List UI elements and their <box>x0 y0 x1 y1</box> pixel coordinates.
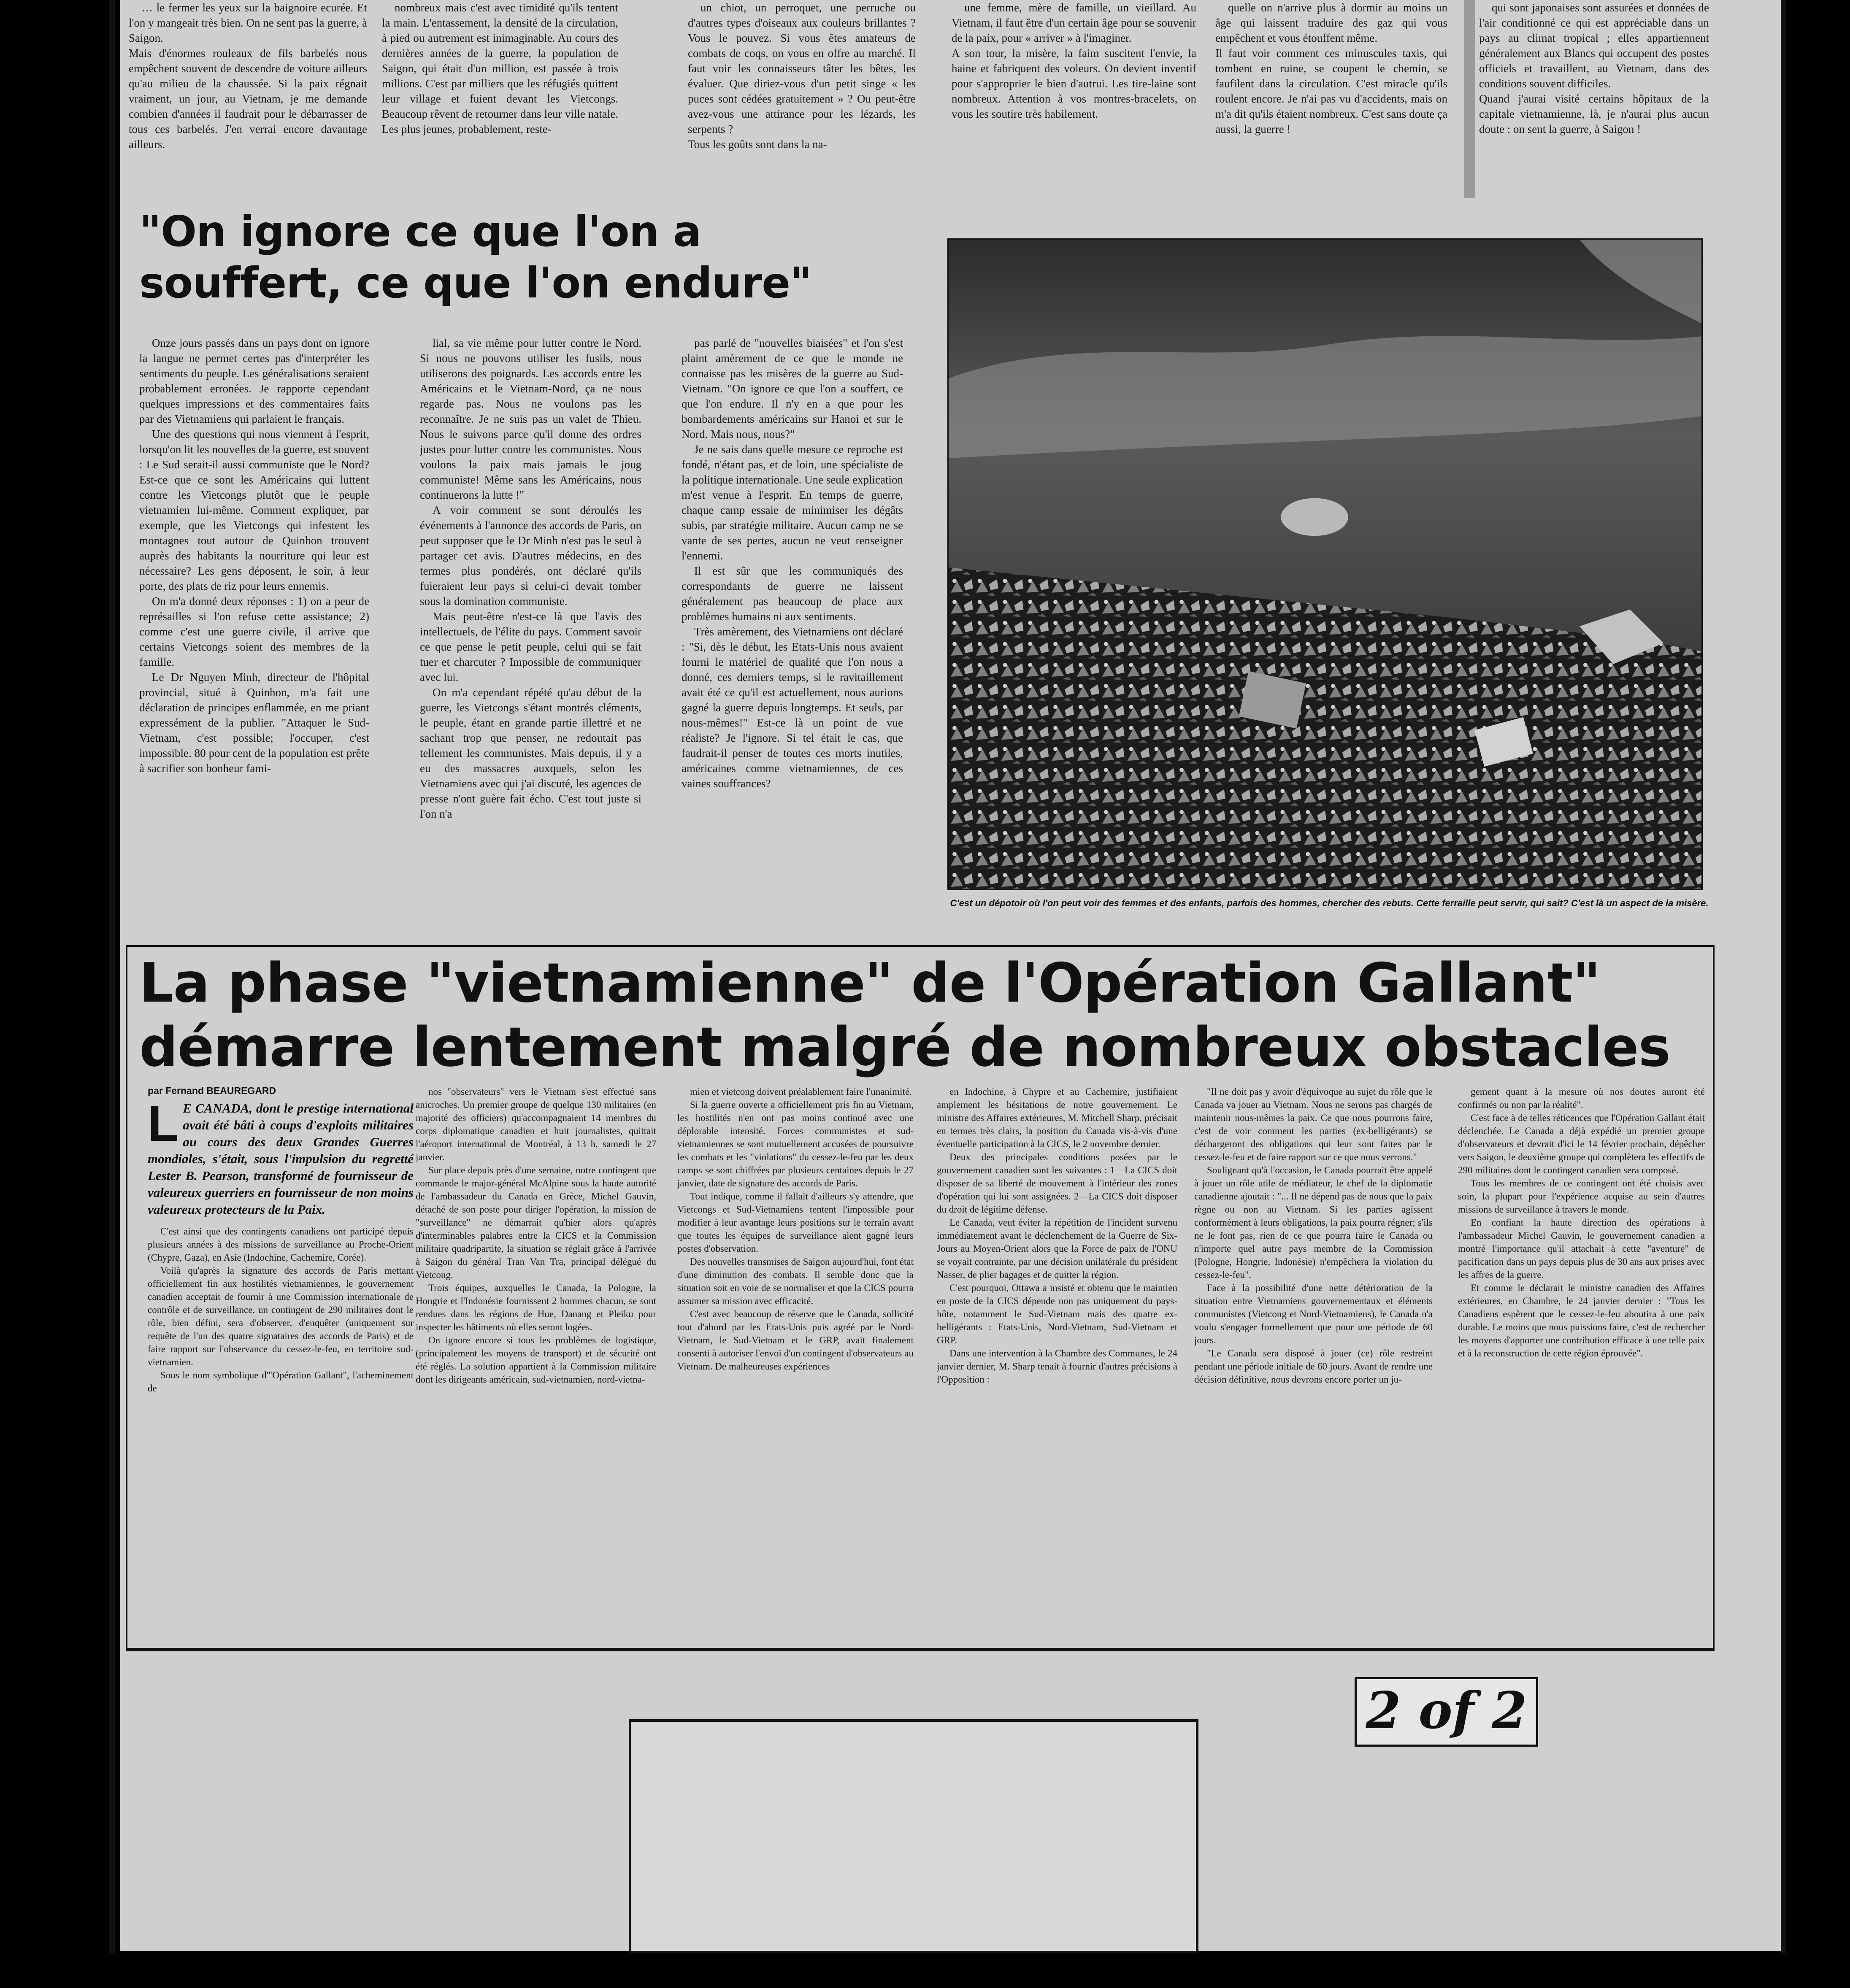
article1-column-3 <box>682 335 903 926</box>
article1-headline: "On ignore ce que l'on a souffert, ce que l'on endure" <box>139 207 812 308</box>
top-fragment-text: un chiot, un perroquet, une perruche ou d'autres types d'oiseaux aux couleurs brillantes ? Vous le pouvez. Si vous êtes amateurs de combats de coqs, on vous en offre au marché. Il faut voir les connaisseurs tâter les bêtes, les évaluer. Que diriez-vous d'un petit singe « les puces sont cédées gratuitement » ? Ou peut-être avez-vous une attirance pour les lézards, les serpents ? Tous les goûts sont dans la na- <box>688 1 916 151</box>
article2-paragraph: Tous les membres de ce contingent ont été choisis avec soin, la plupart pour l'expérience acquise au sein d'autres missions de surveillance à travers le monde. <box>1458 1178 1705 1215</box>
top-fragment-col-3 <box>688 0 916 198</box>
article2-paragraph: Trois équipes, auxquelles le Canada, la Pologne, la Hongrie et l'Indonésie fournissent 2 hommes chacun, se sont rendues dans les régions de Hue, Danang et Pleiku pour inspecter les bâtiments où elles seront logées. <box>416 1283 656 1332</box>
top-fragment-col-2 <box>382 0 618 186</box>
article2-paragraph: Deux des principales conditions posées par le gouvernement canadien sont les suivantes : 1—La CICS doit disposer de sa liberté de mouvement à l'intérieur des zones d'opération qui lui sont assignées. 2—La CICS doit disposer du droit de légitime défense. <box>937 1152 1177 1215</box>
article1-paragraph: Je ne sais dans quelle mesure ce reproche est fondé, n'étant pas, et de loin, une spécialiste de la politique internationale. Une seule explication m'est venue à l'esprit. En temps de guerre, chaque camp essaie de minimiser les dégâts subis, par stratégie militaire. Aucun camp ne se vante de ses pertes, aucun ne veut renseigner l'ennemi. <box>682 443 903 562</box>
lead-dropcap: L <box>148 1095 179 1152</box>
top-fragment-col-5 <box>1215 0 1447 190</box>
article2-column-5 <box>1194 1085 1433 1650</box>
article2-paragraph: "Le Canada sera disposé à jouer (ce) rôle restreint pendant une période initiale de 60 jours. Avant de rendre une décision définitive, nous devrons encore porter un ju- <box>1194 1348 1433 1385</box>
article2-paragraph: En confiant la haute direction des opérations à l'ambassadeur Michel Gauvin, le gouvernement canadien a montré l'importance qu'il attachait à cette "aventure" de pacification dans un pays depuis plus de 30 ans aux prises avec les affres de la guerre. <box>1458 1217 1705 1280</box>
article1-paragraph: lial, sa vie même pour lutter contre le Nord. Si nous ne pouvons utiliser les fusils, nous utiliserons des poignards. Les accords entre les Américains et le Vietnam-Nord, ça ne nous regarde pas. Nous ne voulons pas les reconnaître. Je ne suis pas un valet de Thieu. Nous le suivons parce qu'il donne des ordres justes pour lutter contre les communistes. Nous voulons la paix mais jamais le joug communiste! Même sans les Américains, nous continuerons la lutte !" <box>420 337 641 501</box>
top-fragment-col-4 <box>952 0 1196 190</box>
top-fragment-text: … le fermer les yeux sur la baignoire ecurée. Et l'on y mangeait très bien. On ne sent pas la guerre, à Saigon. Mais d'énormes rouleaux de fils barbelés nous empêchent souvent de descendre de voiture ailleurs qu'au milieu de la chaussée. Si la paix régnait vraiment, un jour, au Vietnam, je me demande combien d'années il faudrait pour le débarrasser de tous ces barbelés. J'en verrai encore davantage ailleurs. <box>129 1 367 151</box>
article1-paragraph: Mais peut-être n'est-ce là que l'avis des intellectuels, de l'élite du pays. Comment savoir ce que pense le petit peuple, celui qui se fait tuer et charcuter ? Impossible de communiquer avec lui. <box>420 610 641 683</box>
article2-headline-line1: La phase "vietnamienne" de l'Opération Gallant" <box>139 952 1601 1015</box>
article1-paragraph: Il est sûr que les communiqués des correspondants de guerre ne laissent généralement pas beaucoup de place aux problèmes humains ni aux sentiments. <box>682 565 903 623</box>
article1-paragraph: Une des questions qui nous viennent à l'esprit, lorsqu'on lit les nouvelles de la guerre, est souvent : Le Sud serait-il aussi communiste que le Nord? Est-ce que ce sont les Américains qui luttent contre les Vietcongs plutôt que le peuple vietnamien lui-même. Comment expliquer, par exemple, que les Vietcongs qui infestent les montagnes tout autour de Quinhon trouvent auprès des habitants la nourriture qui leur est nécessaire? Les gens déposent, le soir, à leur porte, des plats de riz pour leurs ennemis. <box>139 428 369 592</box>
photo-caption: C'est un dépotoir où l'on peut voir des femmes et des enfants, parfois des hommes, chercher des rebuts. Cette ferraille peut servir, qui sait? C'est là un aspect de la misère. <box>950 898 1709 908</box>
article1-paragraph: Onze jours passés dans un pays dont on ignore la langue ne permet certes pas d'interpréter les sentiments du peuple. Les généralisations seraient probablement erronées. Je rapporte cependant quelques impressions et des commentaires faits par des Vietnamiens qui parlaient le français. <box>139 337 369 425</box>
article2-paragraph: Soulignant qu'à l'occasion, le Canada pourrait être appelé à jouer un rôle utile de médiateur, le chef de la diplomatie canadienne ajoutait : "... Il ne dépend pas de nous que la paix règne ou non au Vietnam. Si les parties agissent conformément à leurs obligations, la paix pourra régner; s'ils ne le font pas, rien de ce que pourra faire le Canada ou n'importe quel autre pays membre de la Commission (Pologne, Hongrie, Indonésie) n'empêchera la violation du cessez-le-feu". <box>1194 1165 1433 1280</box>
lead-text: E CANADA, dont le prestige international avait été bâti à coups d'exploits militaires au cours des deux Grandes Guerres mondiales, s'était, sous l'impulsion du regretté Lester B. Pearson, transformé de fournisseur de valeureux guerriers en fournisseur de non moins valeureux protecteurs de la Paix. <box>148 1101 414 1217</box>
scan-streak <box>1464 0 1475 198</box>
article2-paragraph: "Il ne doit pas y avoir d'équivoque au sujet du rôle que le Canada va jouer au Vietnam. Nous ne serons pas chargés de maintenir nous-mêmes la paix. Ce que nous pourrons faire, c'est de voir comment les parties (ex-belligérants) se déchargeront des obligations qui leur sont faites par le cessez-le-feu et de faire rapport sur ce que nous verrons." <box>1194 1086 1433 1162</box>
article2-paragraph: Dans une intervention à la Chambre des Communes, le 24 janvier dernier, M. Sharp tenait à fournir d'autres précisions à l'Opposition : <box>937 1348 1177 1385</box>
article2-paragraph: nos "observateurs" vers le Vietnam s'est effectué sans anicroches. Un premier groupe de quelque 130 militaires (en majorité des officiers) qu'accompagnaient 14 membres du corps diplomatique canadien et huit journalistes, quittait l'aéroport international de Montréal, à 13 h, samedi le 27 janvier. <box>416 1086 656 1162</box>
article2-column-1 <box>148 1085 414 1650</box>
article1-column-2 <box>420 335 641 926</box>
article2-column-4 <box>937 1085 1177 1650</box>
article2-paragraph: Des nouvelles transmises de Saigon aujourd'hui, font état d'une diminution des combats. Il semble donc que la situation soit en voie de se normaliser et que la CICS pourra assumer sa mission avec efficacité. <box>677 1256 914 1306</box>
handwritten-page-note <box>1355 1677 1538 1747</box>
dump-photo-image <box>949 240 1701 889</box>
article2-paragraph: Tout indique, comme il fallait d'ailleurs s'y attendre, que Vietcongs et Sud-Vietnamiens tentent l'impossible pour modifier à leur avantage leurs positions sur le terrain avant que toutes les équipes de surveillance aient gagné leurs postes d'observation. <box>677 1191 914 1254</box>
top-fragment-text: nombreux mais c'est avec timidité qu'ils tentent la main. L'entassement, la densité de la circulation, à pied ou autrement est inimaginable. Au cours des dernières années de la guerre, la population de Saigon, qui était d'un million, est passée à trois millions. C'est par milliers que les réfugiés quittent leur village et fuient devant les Vietcongs. Beaucoup rêvent de retourner dans leur ville natale. Les plus jeunes, probablement, reste- <box>382 1 618 135</box>
article1-column-1 <box>139 335 369 926</box>
article2-paragraph: mien et vietcong doivent préalablement faire l'unanimité. <box>690 1086 912 1097</box>
article2-paragraph: gement quant à la mesure où nos doutes auront été confirmés ou non par la réalité". <box>1458 1086 1705 1110</box>
article2-column-3 <box>677 1085 914 1650</box>
handwritten-note-text: 2 of 2 <box>1366 1681 1527 1740</box>
article2-paragraph: Face à la possibilité d'une nette détérioration de la situation entre Vietnamiens gouvernementaux et éléments communistes (Vietcong et Nord-Vietnamiens), le Canada n'a voulu s'engager formellement que pour une période de 60 jours. <box>1194 1283 1433 1345</box>
article1-paragraph: On m'a donné deux réponses : 1) on a peur de représailles si l'on refuse cette assistance; 2) comme c'est une guerre civile, il arrive que certains Vietcongs soient des membres de la famille. <box>139 595 369 668</box>
article2-paragraph: Le Canada, veut éviter la répétition de l'incident survenu immédiatement avant le déclenchement de la Guerre de Six-Jours au Moyen-Orient alors que la Force de paix de l'ONU se voyait contrainte, par une décision unilatérale du président Nasser, de plier bagages et de quitter la région. <box>937 1217 1177 1280</box>
byline: par Fernand BEAUREGARD <box>148 1085 276 1096</box>
article2-column-2 <box>416 1085 656 1650</box>
article2-paragraph: Et comme le déclarait le ministre canadien des Affaires extérieures, en Chambre, le 24 janvier dernier : "Tous les Canadiens espèrent que le cessez-le-feu aboutira à une paix durable. Le moins que nous puissions faire, c'est de rechercher les moyens d'apporter une contribution efficace à une telle paix et à la reconstruction de cette région éprouvée". <box>1458 1283 1705 1359</box>
article2-paragraph: Si la guerre ouverte a officiellement pris fin au Vietnam, les hostilités n'en ont pas moins continué avec une déplorable intensité. Forces communistes et sud-vietnamiennes se sont mutuellement accusées de poursuivre les combats et les "violations" du cessez-le-feu par les deux camps se sont chiffrées par plusieurs centaines depuis le 27 janvier, date de signature des accords de Paris. <box>677 1099 914 1188</box>
film-frame-edge-right <box>1781 0 1786 1953</box>
article2-headline-block <box>139 951 1701 1091</box>
article2-column-6 <box>1458 1085 1705 1650</box>
blank-label-card <box>629 1719 1198 1953</box>
article2-paragraph: Sur place depuis près d'une semaine, notre contingent que commande le major-général McAlpine sous la haute autorité de l'ambassadeur du Canada en Grèce, Michel Gauvin, détaché de son poste pour diriger l'opération, la mission de "surveillance" ne démarrait qu'hier alors qu'après d'interminables palabres entre la CICS et la Commission militaire quadripartite, la situation se réglait grâce à l'arrivée à Saigon du général Tran Van Tra, principal délégué du Vietcong. <box>416 1165 656 1280</box>
top-fragment-col-1 <box>129 0 367 186</box>
article2-bottom-rule <box>126 1650 1715 1651</box>
article1-paragraph: On m'a cependant répété qu'au début de la guerre, les Vietcongs s'étant montrés cléments, le peuple, étant en grande partie illettré et ne sachant trop que penser, ne redoutait pas tellement les communistes. Mais depuis, il y a eu des massacres auxquels, selon les Vietnamiens avec qui j'ai discuté, les agences de presse n'ont guère fait écho. C'est tout juste si l'on n'a <box>420 686 641 820</box>
article2-lead <box>148 1095 414 1218</box>
top-fragment-text: une femme, mère de famille, un vieillard. Au Vietnam, il faut être d'un certain âge pour se souvenir de la paix, pour « arriver » à l'imaginer. A son tour, la misère, la faim suscitent l'envie, la haine et fabriquent des voleurs. On devient inventif pour s'approprier le bien d'autrui. Les tire-laine sont nombreux. Attention à vos montres-bracelets, on vous les soutire très habilement. <box>952 1 1196 120</box>
article2-paragraph: On ignore encore si tous les problèmes de logistique, (principalement les moyens de transport) et de sécurité ont été réglés. La solution appartient à la Commission militaire dont les dirigeants américain, sud-vietnamien, nord-vietna- <box>416 1335 656 1385</box>
article1-headline-block <box>139 206 814 328</box>
article1-paragraph: A voir comment se sont déroulés les événements à l'annonce des accords de Paris, on peut supposer que le Dr Minh n'est pas le seul à partager cet avis. D'autres médecins, en des termes plus pondérés, ont déclaré qu'ils fuieraient leur pays si celui-ci devait tomber sous la domination communiste. <box>420 504 641 608</box>
top-fragment-text: quelle on n'arrive plus à dormir au moins un âge qui laissent traduire des gaz qui vous empêchent et vous étouffent même. Il faut voir comment ces minuscules taxis, qui tombent en ruine, se coupent le chemin, se faufilent dans la circulation. C'est miracle qu'ils roulent encore. Je n'ai pas vu d'accidents, mais on m'a dit qu'ils étaient nombreux. C'est sans doute ça aussi, la guerre ! <box>1215 1 1447 135</box>
article2-headline-line2: démarre lentement malgré de nombreux obstacles <box>139 1016 1670 1079</box>
article2-paragraph: C'est avec beaucoup de réserve que le Canada, sollicité tout d'abord par les Etats-Unis puis agréé par le Nord-Vietnam, le Sud-Vietnam et le GRP, avait finalement consenti à autoriser l'envoi d'un contingent d'observateurs au Vietnam. De malheureuses expériences <box>677 1309 914 1372</box>
article2-paragraph: C'est pourquoi, Ottawa a insisté et obtenu que le maintien en poste de la CICS dépende non pas uniquement du pays-hôte, notamment le Sud-Vietnam mais des quatre ex-belligérants : Etats-Unis, Nord-Vietnam, Sud-Vietnam et GRP. <box>937 1283 1177 1345</box>
top-fragment-text: qui sont japonaises sont assurées et données de l'air conditionné ce qui est appréciable dans un pays au climat tropical ; elles appartiennent généralement aux Blancs qui occupent des postes officiels et travaillent, au Vietnam, dans des conditions souvent difficiles. Quand j'aurai visité certains hôpitaux de la capitale vietnamienne, là, je n'aurai plus aucun doute : on sent la guerre, à Saigon ! <box>1479 1 1709 135</box>
article2-paragraph: en Indochine, à Chypre et au Cachemire, justifiaient amplement les hésitations de notre gouvernement. Le ministre des Affaires extérieures, M. Mitchell Sharp, précisait en termes très clairs, la position du Canada vis-à-vis d'une éventuelle participation à la CICS, le 2 novembre dernier. <box>937 1086 1177 1149</box>
top-fragment-col-6 <box>1479 0 1709 190</box>
article1-paragraph: Le Dr Nguyen Minh, directeur de l'hôpital provincial, situé à Quinhon, m'a fait une déclaration de principes enflammée, en me priant expressément de la publier. "Attaquer le Sud-Vietnam, c'est possible; l'occuper, c'est impossible. 80 pour cent de la population est prête à sacrifier son bonheur fami- <box>139 671 369 775</box>
article2-paragraph: Voilà qu'après la signature des accords de Paris mettant officiellement fin aux hostilités vietnamiennes, le gouvernement canadien acceptait de fournir à une Commission internationale de contrôle et de surveillance, un contingent de 290 militaires dont le rôle, bien défini, sera d'observer, d'enquêter (uniquement sur requête de l'un des quatre signataires des accords de Paris) et de faire rapport sur l'observance du cessez-le-feu, en territoire sud-vietnamien. <box>148 1265 414 1367</box>
article1-paragraph: Très amèrement, des Vietnamiens ont déclaré : "Si, dès le début, les Etats-Unis nous avaient fourni le matériel de qualité que l'on nous a donné, ces derniers temps, si le ravitaillement avait été ce qu'il est actuellement, nous aurions gagné la guerre depuis longtemps. Et seuls, par nous-mêmes!" Est-ce là un point de vue réaliste? Je l'ignore. Si tel était le cas, que faudrait-il penser de toutes ces morts inutiles, américaines comme vietnamiennes, de ces vaines souffrances? <box>682 625 903 790</box>
article2-paragraph: C'est ainsi que des contingents canadiens ont participé depuis plusieurs années à des missions de surveillance au Proche-Orient (Chypre, Gaza), en Asie (Indochine, Cachemire, Corée). <box>148 1226 414 1263</box>
article1-paragraph: pas parlé de "nouvelles biaisées" et l'on s'est plaint amèrement de ce que le monde ne connaisse pas les misères de la guerre au Sud-Vietnam. "On ignore ce que l'on a souffert, ce que l'on endure. Il n'y en a que pour les bombardements américains sur Hanoi et sur le Nord. Mais nous, nous?" <box>682 337 903 440</box>
article2-paragraph: C'est face à de telles réticences que l'Opération Gallant était déclenchée. Le Canada a déjà expédié un premier groupe d'observateurs et devrait d'ici le 14 février prochain, dépêcher vers Saigon, le deuxième groupe qui complètera les effectifs de 290 militaires dont le contingent canadien sera composé. <box>1458 1113 1705 1175</box>
film-frame-edge-left <box>109 0 115 1953</box>
article2-paragraph: Sous le nom symbolique d'"Opération Gallant", l'acheminement de <box>148 1370 414 1394</box>
dump-photo <box>947 238 1703 890</box>
